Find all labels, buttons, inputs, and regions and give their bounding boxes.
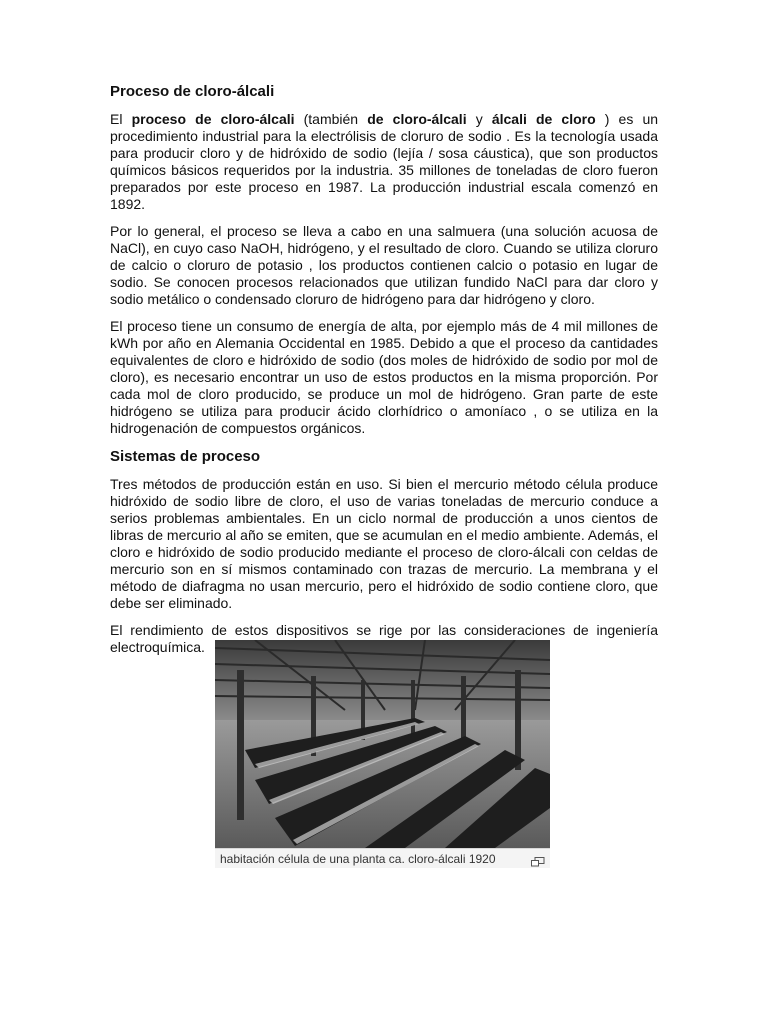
intro-bold-term-1: proceso de cloro-álcali (131, 111, 295, 127)
intro-bold-term-3: álcali de cloro (491, 111, 596, 127)
intro-text-1: El (110, 111, 132, 127)
intro-text-4: ) es un procedimiento industrial para la electrólisis de cloruro de sodio . Es la tecnología usada para producir cloro y de hidróxido de sodio (lejía / sosa cáustica), que son productos químicos básicos requeridos por la industria. 35 millones de toneladas de cloro fueron preparados por este proceso en 1987. La producción industrial escala comenzó en 1892. (110, 111, 659, 212)
enlarge-icon[interactable] (531, 854, 545, 864)
plant-photo[interactable] (215, 640, 550, 848)
intro-text-2: (también (294, 111, 368, 127)
figure-caption-bar (215, 848, 550, 868)
document-body (110, 82, 658, 666)
paragraph-intro (110, 111, 658, 213)
page-title: Proceso de cloro-álcali (110, 83, 275, 100)
paragraph-energy: El proceso tiene un consumo de energía de alta, por ejemplo más de 4 mil millones de kWh por año en Alemania Occidental en 1985. Debido a que el proceso da cantidades equivalentes de cloro e hidróxido de sodio (dos moles de hidróxido de sodio por mol de cloro), es necesario encontrar un uso de estos productos en la misma proporción. Por cada mol de cloro producido, se produce un mol de hidrógeno. Gran parte de este hidrógeno se utiliza para producir ácido clorhídrico o amoníaco , o se utiliza en la hidrogenación de compuestos orgánicos. (110, 318, 658, 436)
intro-text-3: y (466, 111, 492, 127)
paragraph-methods: Tres métodos de producción están en uso. Si bien el mercurio método célula produce hidróxido de sodio libre de cloro, el uso de varias toneladas de mercurio conduce a serios problemas ambientales. En un ciclo normal de producción a unos cientos de libras de mercurio al año se emiten, que se acumulan en el medio ambiente. Además, el cloro e hidróxido de sodio producido mediante el proceso de cloro-álcali con celdas de mercurio son en sí mismos contaminado con trazas de mercurio. La membrana y el método de diafragma no usan mercurio, pero el hidróxido de sodio contiene cloro, que debe ser eliminado. (110, 476, 658, 611)
figure-caption: habitación célula de una planta ca. cloro-álcali 1920 (220, 851, 496, 866)
figure (215, 640, 550, 868)
intro-bold-term-2: de cloro-álcali (367, 111, 467, 127)
section-heading: Sistemas de proceso (110, 448, 261, 465)
paragraph-performance: El rendimiento de estos dispositivos se rige por las consideraciones de ingeniería electroquímica. (110, 622, 658, 655)
paragraph-general-process: Por lo general, el proceso se lleva a cabo en una salmuera (una solución acuosa de NaCl), en cuyo caso NaOH, hidrógeno, y el resultado de cloro. Cuando se utiliza cloruro de calcio o cloruro de potasio , los productos contienen calcio o potasio en lugar de sodio. Se conocen procesos relacionados que utilizan fundido NaCl para dar cloro y sodio metálico o condensado cloruro de hidrógeno para dar hidrógeno y cloro. (110, 223, 658, 307)
